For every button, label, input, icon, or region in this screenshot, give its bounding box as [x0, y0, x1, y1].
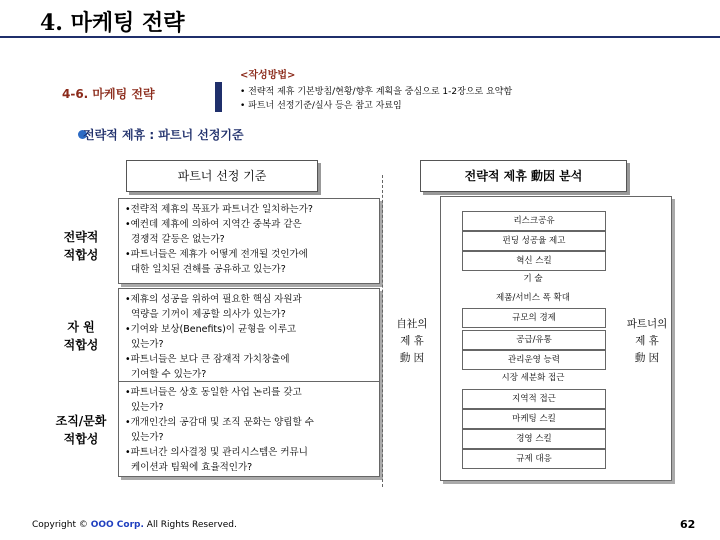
criteria-line: 경쟁적 갈등은 없는가?	[131, 234, 225, 245]
criteria-line: 있는가?	[131, 339, 164, 350]
partner-factor-line: 파트너의	[626, 318, 668, 330]
criteria-label-line: 적합성	[63, 432, 99, 446]
sub-heading: 전략적 제휴 : 파트너 선정기준	[83, 128, 244, 142]
rights-text: All Rights Reserved.	[146, 520, 237, 530]
partner-factor-label	[625, 316, 669, 367]
criteria-label-line: 적합성	[63, 248, 99, 262]
criteria-label-line: 조직/문화	[55, 414, 107, 428]
partner-factor-line: 제 휴	[635, 335, 659, 347]
criteria-line: 역량을 기꺼이 제공할 의사가 있는가?	[131, 309, 286, 320]
factor-item: 혁신 스킬	[462, 251, 606, 271]
factor-item: 경영 스킬	[462, 429, 606, 449]
criteria-label-strategic	[46, 228, 116, 264]
factor-item: 공급/유통	[462, 330, 606, 350]
criteria-line: •파트너간 의사결정 및 관리시스템은 커뮤니	[125, 447, 308, 458]
self-factor-line: 제 휴	[400, 335, 424, 347]
criteria-line: •개개인간의 공감대 및 조직 문화는 양립할 수	[125, 417, 314, 428]
criteria-line: •제휴의 성공을 위하여 필요한 핵심 자원과	[125, 294, 302, 305]
self-factor-line: 動 因	[399, 352, 425, 364]
criteria-line: •파트너들은 보다 큰 잠재적 가치창출에	[125, 354, 290, 365]
partner-factor-line: 動 因	[634, 352, 660, 364]
section-label: 4-6. 마케팅 전략	[62, 87, 155, 101]
page-title: 4. 마케팅 전략	[40, 10, 185, 36]
factor-item: 제품/서비스 폭 확대	[496, 293, 570, 303]
method-line: • 파트너 선정기준/실사 등은 참고 자료임	[240, 101, 402, 111]
criteria-line: •파트너들은 제휴가 어떻게 전개될 것인가에	[125, 249, 308, 260]
criteria-label-line: 자 원	[67, 320, 95, 334]
criteria-line: •예컨데 제휴에 의하여 지역간 중복과 같은	[125, 219, 302, 230]
partner-criteria-header: 파트너 선정 기준	[126, 160, 318, 192]
factor-item: 펀딩 성공율 제고	[462, 231, 606, 251]
criteria-line: 있는가?	[131, 402, 164, 413]
criteria-box-strategic	[118, 198, 380, 284]
factor-item: 시장 세분화 접근	[501, 373, 565, 383]
divider-dashed-line	[382, 175, 383, 487]
factor-item: 규제 대응	[462, 449, 606, 469]
criteria-line: •기여와 보상(Benefits)이 균형을 이루고	[125, 324, 297, 335]
self-factor-line: 自社의	[396, 318, 428, 330]
factor-item: 리스크공유	[462, 211, 606, 231]
factor-item: 기 술	[523, 274, 543, 284]
page-number: 62	[680, 518, 696, 531]
criteria-line: •파트너들은 상호 동일한 사업 논리를 갖고	[125, 387, 302, 398]
copyright-footer	[32, 520, 237, 530]
criteria-box-resource	[118, 288, 380, 384]
factor-item: 마케팅 스킬	[462, 409, 606, 429]
criteria-label-culture	[46, 412, 116, 448]
alliance-factor-header: 전략적 제휴 動因 분석	[420, 160, 627, 192]
copyright-prefix: Copyright ©	[32, 520, 88, 530]
criteria-label-resource	[46, 318, 116, 354]
self-factor-label	[390, 316, 434, 367]
company-name: OOO Corp.	[90, 520, 144, 530]
criteria-line: •전략적 제휴의 목표가 파트너간 일치하는가?	[125, 204, 313, 215]
criteria-line: 대한 일치된 견해를 공유하고 있는가?	[131, 264, 286, 275]
method-title: <작성방법>	[240, 70, 296, 81]
factor-item: 지역적 접근	[462, 389, 606, 409]
criteria-label-line: 전략적	[63, 230, 99, 244]
title-underline	[0, 36, 720, 38]
factor-item: 관리운영 능력	[462, 350, 606, 370]
factor-item: 규모의 경제	[462, 308, 606, 328]
criteria-line: 케이션과 팀웍에 효율적인가?	[131, 462, 253, 473]
criteria-label-line: 적합성	[63, 338, 99, 352]
criteria-line: 기여할 수 있는가?	[131, 369, 207, 380]
method-line: • 전략적 제휴 기본방침/현황/향후 계획을 중심으로 1-2장으로 요약함	[240, 87, 513, 97]
criteria-line: 있는가?	[131, 432, 164, 443]
criteria-box-culture	[118, 381, 380, 477]
section-divider-bar	[215, 82, 222, 112]
